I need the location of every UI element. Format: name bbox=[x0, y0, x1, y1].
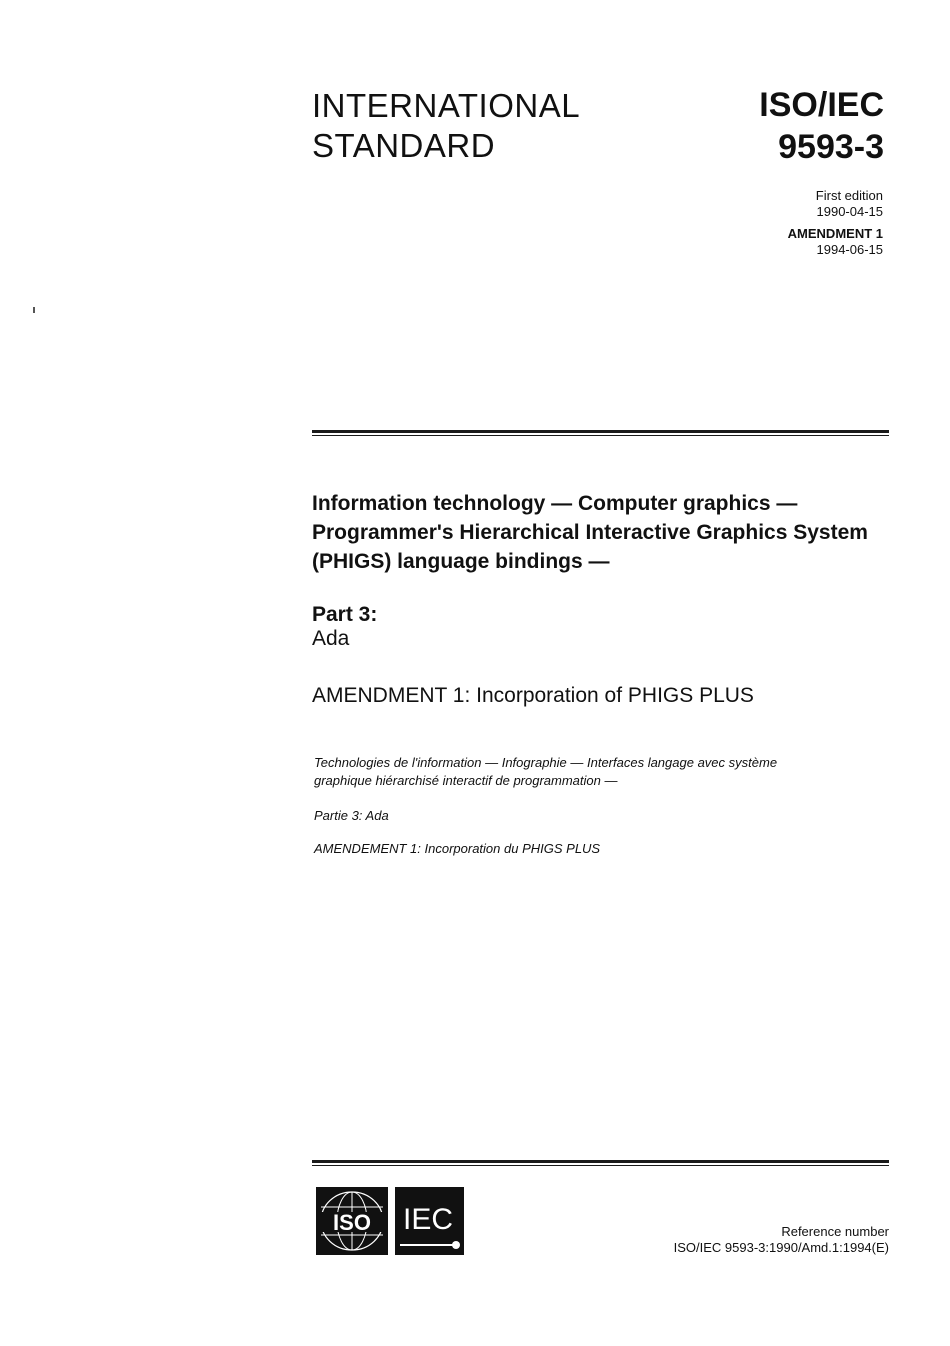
document-type bbox=[312, 86, 580, 166]
part-title-fr: Partie 3: Ada bbox=[314, 808, 389, 823]
french-title bbox=[314, 754, 874, 790]
standard-designation bbox=[759, 84, 884, 168]
bottom-divider bbox=[312, 1160, 889, 1166]
reference-number: ISO/IEC 9593-3:1990/Amd.1:1994(E) bbox=[673, 1240, 889, 1255]
top-divider-thin bbox=[312, 435, 889, 436]
english-title-line1: Information technology — Computer graphics — bbox=[312, 492, 798, 515]
part-label: Part 3: bbox=[312, 603, 378, 626]
document-type-line1: INTERNATIONAL bbox=[312, 87, 581, 124]
standard-number: 9593-3 bbox=[778, 128, 884, 166]
iec-logo-text: IEC bbox=[402, 1203, 454, 1236]
bottom-divider-thin bbox=[312, 1165, 889, 1166]
standard-prefix: ISO/IEC bbox=[759, 86, 884, 124]
amendment-date: 1994-06-15 bbox=[816, 242, 883, 257]
bottom-divider-thick bbox=[312, 1160, 889, 1163]
stray-mark bbox=[33, 307, 35, 313]
english-title-line3: (PHIGS) language bindings — bbox=[312, 550, 610, 573]
top-divider-thick bbox=[312, 430, 889, 433]
reference-block bbox=[674, 1224, 889, 1256]
iso-logo-icon bbox=[316, 1187, 388, 1255]
document-type-line2: STANDARD bbox=[312, 127, 496, 164]
amendment-title-fr: AMENDEMENT 1: Incorporation du PHIGS PLUS bbox=[314, 841, 601, 856]
iso-logo-text: ISO bbox=[333, 1210, 371, 1235]
top-divider bbox=[312, 430, 889, 436]
reference-label: Reference number bbox=[781, 1224, 889, 1239]
edition-info bbox=[788, 188, 883, 258]
organization-logos bbox=[316, 1187, 464, 1255]
part-name: Ada bbox=[312, 627, 350, 650]
edition-date: 1990-04-15 bbox=[816, 204, 883, 219]
amendment-label: AMENDMENT 1 bbox=[787, 226, 883, 241]
english-title-line2: Programmer's Hierarchical Interactive Graphics System bbox=[312, 521, 868, 544]
english-title bbox=[312, 489, 902, 576]
iec-logo bbox=[392, 1187, 464, 1255]
edition-label: First edition bbox=[815, 188, 883, 203]
iec-logo-icon bbox=[392, 1187, 464, 1255]
french-title-line1: Technologies de l'information — Infographie — Interfaces langage avec système bbox=[314, 755, 778, 770]
french-title-line2: graphique hiérarchisé interactif de programmation — bbox=[314, 773, 618, 788]
amendment-title-en: AMENDMENT 1: Incorporation of PHIGS PLUS bbox=[312, 684, 754, 707]
iso-logo bbox=[316, 1187, 388, 1255]
